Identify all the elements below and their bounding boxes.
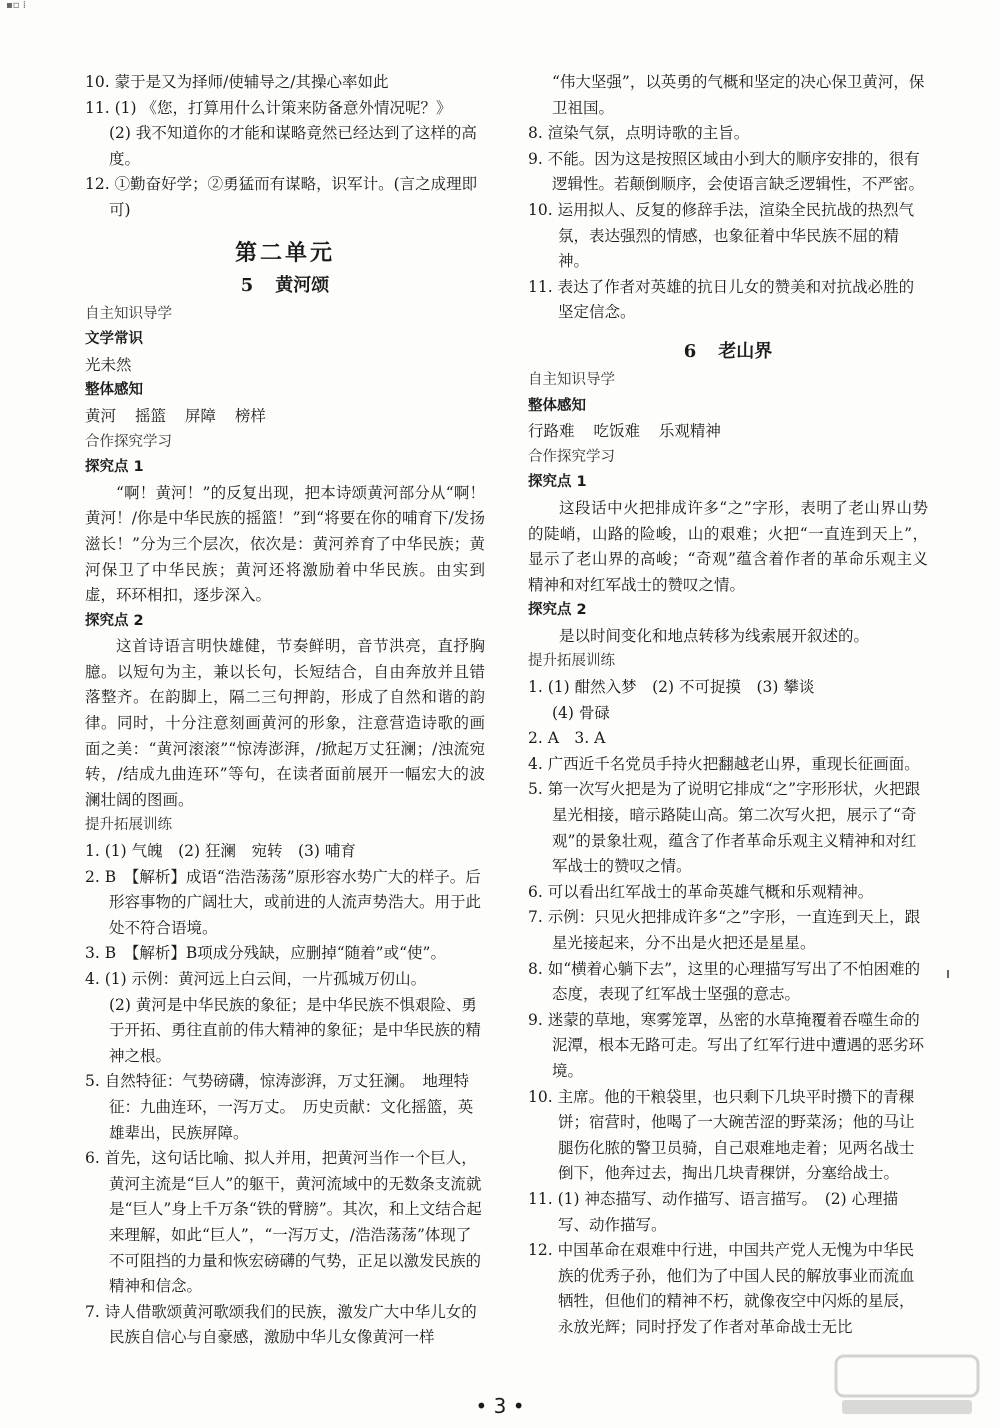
word: 摇篮 xyxy=(134,406,166,425)
exercise-11: 11. (1) 神态描写、动作描写、语言描写。 (2) 心理描写、动作描写。 xyxy=(528,1189,899,1234)
section-hezuo: 合作探究学习 xyxy=(528,448,615,465)
right-column xyxy=(528,70,928,1341)
exercise-9: 9. 不能。因为这是按照区域由小到大的顺序安排的，很有逻辑性。若颠倒顺序，会使语言缺乏逻辑性，不严密。 xyxy=(528,149,925,194)
word: 黄河 xyxy=(85,406,117,425)
zhengti-words xyxy=(85,404,485,430)
page-number-value: 3 xyxy=(493,1394,507,1418)
exercise-5: 5. 自然特征：气势磅礴，惊涛澎湃，万丈狂澜。 地理特征：九曲连环，一泻万丈。 历史贡献：文化摇篮，英雄辈出，民族屏障。 xyxy=(85,1072,474,1142)
tanjiu-2-label: 探究点 2 xyxy=(85,612,144,629)
subsection-wenxue: 文学常识 xyxy=(85,331,143,348)
word: 榜样 xyxy=(234,406,266,425)
left-column xyxy=(85,70,485,1351)
exercise-11: 11. 表达了作者对英雄的抗日儿女的赞美和对抗战必胜的坚定信念。 xyxy=(528,277,915,322)
lesson-number: 5 xyxy=(240,274,254,296)
dot-icon: • xyxy=(475,1394,488,1418)
exercise-5: 5. 第一次写火把是为了说明它排成“之”字形形状，火把跟星光相接，暗示路陡山高。第二次写火把，展示了“奇观”的景象壮观，蕴含了作者革命乐观主义精神和对红军战士的赞叹之情。 xyxy=(528,780,921,876)
tanjiu-2-text: 是以时间变化和地点转移为线索展开叙述的。 xyxy=(559,626,870,645)
exercise-6: 6. 首先，这句话比喻、拟人并用，把黄河当作一个巨人，黄河主流是“巨人”的躯干，黄河流域中的无数条支流就是“巨人”身上千万条“铁的臂膀”。其次，和上文结合起来理解，如此“巨人”，“一泻万丈，/浩浩荡荡”体现了不可阻挡的力量和恢宏磅礴的气势，正足以激发民族的精神和信念。 xyxy=(85,1149,482,1296)
answer-10: 10. 蒙于是又为择师/使辅导之/其操心率如此 xyxy=(85,73,389,91)
word: 乐观精神 xyxy=(658,422,721,441)
exercise-1-1: 1. (1) 酣然入梦 (2) 不可捉摸 (3) 攀谈 xyxy=(528,678,815,697)
watermark-logo xyxy=(832,1350,982,1420)
wenxue-answer: 光未然 xyxy=(85,355,132,374)
section-zizhu: 自主知识导学 xyxy=(528,371,615,388)
exercise-1-2: (4) 骨碌 xyxy=(552,703,610,722)
lesson-5-title xyxy=(85,270,485,302)
lesson-number: 6 xyxy=(683,340,697,362)
exercise-9: 9. 迷蒙的草地，寒雾笼罩，丛密的水草掩覆着吞噬生命的泥潭，根本无路可走。写出了红军行进中遭遇的恶劣环境。 xyxy=(528,1010,925,1080)
exercise-10: 10. 主席。他的干粮袋里，也只剩下几块平时攒下的青稞饼；宿营时，他喝了一大碗苦涩的野菜汤；他的马让腿伤化脓的警卫员骑，自己艰难地走着；见两名战士倒下，他奔过去，掏出几块青稞饼，分塞给战士。 xyxy=(528,1087,915,1183)
zhengti-words xyxy=(528,419,928,445)
tanjiu-1-label: 探究点 1 xyxy=(528,474,587,491)
word: 吃饭难 xyxy=(593,422,640,441)
tanjiu-1-label: 探究点 1 xyxy=(85,459,144,476)
exercise-4-2: (2) 黄河是中华民族的象征；是中华民族不惧艰险、勇于开拓、勇往直前的伟大精神的象征；是中华民族的精神之根。 xyxy=(109,995,482,1065)
subsection-zhengti: 整体感知 xyxy=(528,397,586,414)
exercise-7-continued: “伟大坚强”，以英勇的气概和坚定的决心保卫黄河，保卫祖国。 xyxy=(552,73,925,117)
exercise-8: 8. 如“横着心躺下去”，这里的心理描写写出了不怕困难的态度，表现了红军战士坚强的意志。 xyxy=(528,959,921,1004)
lesson-name: 老山界 xyxy=(718,340,773,362)
exercise-1: 1. (1) 气魄 (2) 狂澜 宛转 (3) 哺育 xyxy=(85,842,356,861)
lesson-6-title xyxy=(528,336,928,368)
exercise-2-3: 2. A 3. A xyxy=(528,729,606,748)
tanjiu-2-text: 这首诗语言明快雄健，节奏鲜明，音节洪亮，直抒胸臆。以短句为主，兼以长句，长短结合，自由奔放并且错落整齐。在韵脚上，隔二三句押韵，形成了自然和谐的韵律。同时，十分注意刻画黄河的形象，注意营造诗歌的画面之美：“黄河滚滚”“惊涛澎湃，/掀起万丈狂澜；/浊流宛转，/结成九曲连环”等句，在读者面前展开一幅宏大的波澜壮阔的图画。 xyxy=(85,637,485,809)
section-tisheng: 提升拓展训练 xyxy=(85,817,172,834)
exercise-12: 12. 中国革命在艰难中行进，中国共产党人无愧为中华民族的优秀子孙，他们为了中国人民的解放事业而流血牺牲，但他们的精神不朽，就像夜空中闪烁的星辰，永放光辉；同时抒发了作者对革命战士无比 xyxy=(528,1241,915,1336)
exercise-3: 3. B 【解析】B项成分残缺，应删掉“随着”或“使”。 xyxy=(85,944,446,963)
lesson-name: 黄河颂 xyxy=(275,274,330,296)
exercise-4-1: 4. (1) 示例：黄河远上白云间，一片孤城万仞山。 xyxy=(85,970,427,988)
exercise-7: 7. 诗人借歌颂黄河歌颂我们的民族，激发广大中华儿女的民族自信心与自豪感，激励中华儿女像黄河一样 xyxy=(85,1302,477,1347)
word: 行路难 xyxy=(528,422,575,441)
answer-12: 12. ①勤奋好学；②勇猛而有谋略，识军计。(言之成理即可) xyxy=(85,175,478,219)
exercise-4: 4. 广西近千名党员手持火把翻越老山界，重现长征画面。 xyxy=(528,754,920,773)
exercise-8: 8. 渲染气氛，点明诗歌的主旨。 xyxy=(528,124,750,143)
dot-icon: • xyxy=(512,1394,525,1418)
section-tisheng: 提升拓展训练 xyxy=(528,653,615,670)
tanjiu-2-label: 探究点 2 xyxy=(528,602,587,619)
unit-title: 第二单元 xyxy=(234,239,335,266)
tanjiu-1-text: 这段话中火把排成许多“之”字形，表明了老山界山势的陡峭，山路的险峻，山的艰难；火把“一直连到天上”，显示了老山界的高峻；“奇观”蕴含着作者的革命乐观主义精神和对红军战士的赞叹之情。 xyxy=(528,498,928,594)
corner-mark: ▪▫ ⁞ xyxy=(6,0,26,11)
exercise-7: 7. 示例：只见火把排成许多“之”字形，一直连到天上，跟星光接起来，分不出是火把还是星星。 xyxy=(528,908,921,952)
section-hezuo: 合作探究学习 xyxy=(85,433,172,450)
answer-11-2: (2) 我不知道你的才能和谋略竟然已经达到了这样的高度。 xyxy=(109,124,477,168)
scan-mark xyxy=(947,970,949,978)
subsection-zhengti: 整体感知 xyxy=(85,382,143,399)
answer-11-1: 11. (1) 《您，打算用什么计策来防备意外情况呢？》 xyxy=(85,98,452,117)
exercise-2: 2. B 【解析】成语“浩浩荡荡”原形容水势广大的样子。后形容事物的广阔壮大，或前进的人流声势浩大。用于此处不符合语境。 xyxy=(85,867,482,937)
word: 屏障 xyxy=(184,406,216,425)
exercise-10: 10. 运用拟人、反复的修辞手法，渲染全民抗战的热烈气氛，表达强烈的情感，也象征着中华民族不屈的精神。 xyxy=(528,200,915,271)
exercise-6: 6. 可以看出红军战士的革命英雄气概和乐观精神。 xyxy=(528,882,874,901)
tanjiu-1-text: “啊！黄河！”的反复出现，把本诗颂黄河部分从“啊！黄河！/你是中华民族的摇篮！”到“将要在你的哺育下/发扬滋长！”分为三个层次，依次是：黄河养育了中华民族；黄河保卫了中华民族；黄河还将激励着中华民族。由实到虚，环环相扣，逐步深入。 xyxy=(85,483,485,605)
section-zizhu: 自主知识导学 xyxy=(85,305,172,322)
